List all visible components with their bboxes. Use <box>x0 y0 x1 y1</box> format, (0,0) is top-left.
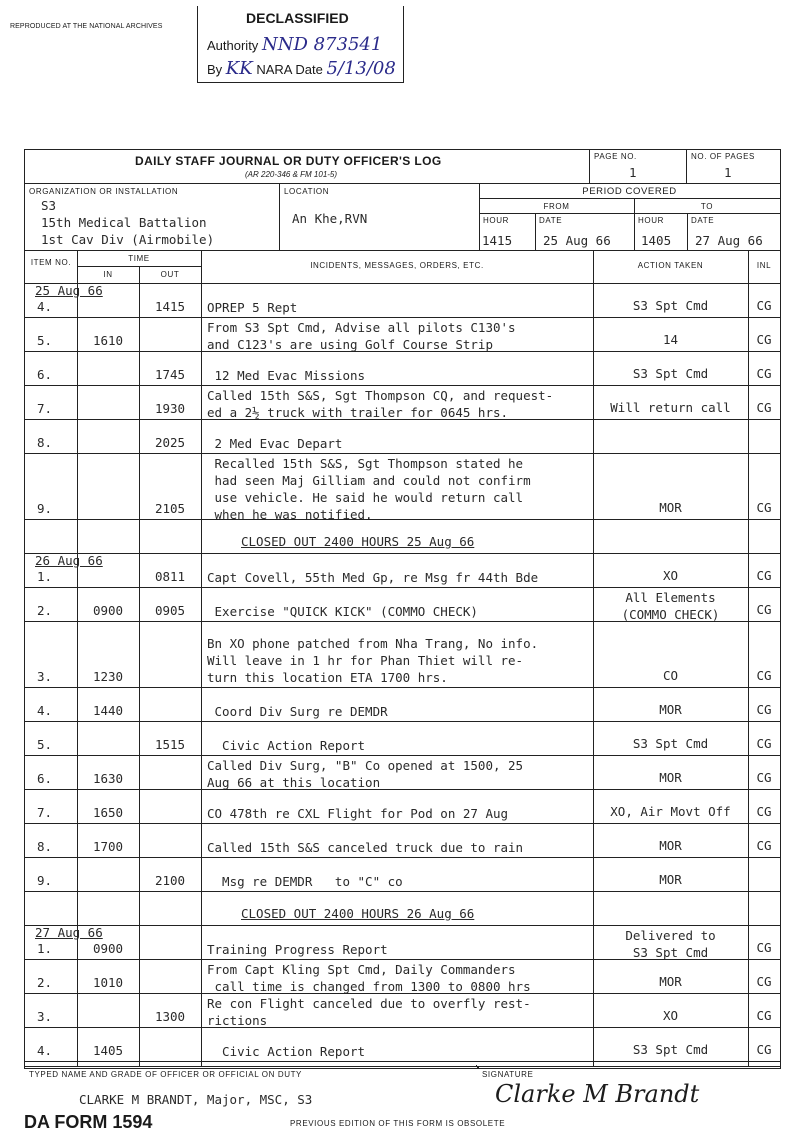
item-no: 8. <box>37 435 53 450</box>
action-taken: All Elements (COMMO CHECK) <box>621 590 720 622</box>
inl-initials: CG <box>756 1042 772 1057</box>
journal-row <box>25 789 780 823</box>
incident-text: 2 Med Evac Depart <box>207 436 343 451</box>
incident-text: Exercise "QUICK KICK" (COMMO CHECK) <box>207 604 478 619</box>
inl-initials: CG <box>756 1008 772 1023</box>
entry-date: 26 Aug 66 <box>35 553 103 568</box>
action-taken: MOR <box>659 974 682 989</box>
journal-row <box>25 587 780 621</box>
closed-out-text: CLOSED OUT 2400 HOURS 26 Aug 66 <box>241 906 475 921</box>
incident-text: Training Progress Report <box>207 942 388 957</box>
incident-text: From S3 Spt Cmd, Advise all pilots C130's and C123's are using Golf Course Strip <box>207 320 516 352</box>
incident-text: Re con Flight canceled due to overfly rest- rictions <box>207 996 531 1028</box>
stamp-by-value: KK <box>225 58 253 79</box>
action-taken: S3 Spt Cmd <box>632 736 709 751</box>
col-time-header: TIME <box>128 254 150 263</box>
time-in: 1700 <box>92 839 124 854</box>
time-in: 1610 <box>92 333 124 348</box>
item-no: 4. <box>37 299 53 314</box>
time-out: 1515 <box>154 737 186 752</box>
incident-text: Called Div Surg, "B" Co opened at 1500, 25 Aug 66 at this location <box>207 758 524 790</box>
org-label: ORGANIZATION OR INSTALLATION <box>29 187 179 196</box>
action-taken: MOR <box>659 500 682 515</box>
form-title: DAILY STAFF JOURNAL OR DUTY OFFICER'S LOG <box>135 154 442 168</box>
journal-row <box>25 317 780 351</box>
item-no: 3. <box>37 669 53 684</box>
journal-row <box>25 959 780 993</box>
incident-text: OPREP 5 Rept <box>207 300 298 315</box>
action-taken: Delivered to S3 Spt Cmd <box>625 928 716 960</box>
item-no: 6. <box>37 367 53 382</box>
col-inl-header: INL <box>756 261 772 270</box>
journal-row <box>25 857 780 891</box>
item-no: 6. <box>37 771 53 786</box>
action-taken: S3 Spt Cmd <box>632 298 709 313</box>
action-taken: MOR <box>659 702 682 717</box>
action-taken: S3 Spt Cmd <box>632 366 709 381</box>
time-out: 0905 <box>154 603 186 618</box>
typed-name: CLARKE M BRANDT, Major, MSC, S3 <box>79 1092 313 1107</box>
time-out: 2100 <box>154 873 186 888</box>
declassified-stamp <box>197 6 404 83</box>
no-of-pages-label: NO. OF PAGES <box>691 152 755 161</box>
item-no: 4. <box>37 1043 53 1058</box>
item-no: 1. <box>37 941 53 956</box>
entry-date: 27 Aug 66 <box>35 925 103 940</box>
item-no: 2. <box>37 603 53 618</box>
journal-row <box>25 823 780 857</box>
item-no: 7. <box>37 401 53 416</box>
time-in: 1405 <box>92 1043 124 1058</box>
incident-text: Msg re DEMDR to "C" co <box>207 874 403 889</box>
item-no: 9. <box>37 873 53 888</box>
inl-initials: CG <box>756 770 772 785</box>
time-out: 1415 <box>154 299 186 314</box>
time-in: 1230 <box>92 669 124 684</box>
action-taken: XO <box>662 568 679 583</box>
stamp-authority-label: Authority <box>207 38 259 53</box>
incident-text: Civic Action Report <box>207 1044 366 1059</box>
archive-note: REPRODUCED AT THE NATIONAL ARCHIVES <box>10 23 163 30</box>
journal-row <box>25 925 780 959</box>
org-line-1: S3 <box>41 198 57 213</box>
signature: Clarke M Brandt <box>495 1080 700 1108</box>
time-out: 2105 <box>154 501 186 516</box>
to-date-label: DATE <box>691 216 715 225</box>
incident-text: CO 478th re CXL Flight for Pod on 27 Aug <box>207 806 509 821</box>
typed-name-label: TYPED NAME AND GRADE OF OFFICER OR OFFICIAL ON DUTY <box>29 1070 302 1079</box>
col-incidents-header: INCIDENTS, MESSAGES, ORDERS, ETC. <box>310 261 484 270</box>
location-label: LOCATION <box>284 187 330 196</box>
action-taken: 14 <box>662 332 679 347</box>
incident-text: 12 Med Evac Missions <box>207 368 366 383</box>
journal-row <box>25 419 780 453</box>
inl-initials: CG <box>756 736 772 751</box>
inl-initials: CG <box>756 298 772 313</box>
to-date: 27 Aug 66 <box>695 233 763 248</box>
inl-initials: CG <box>756 332 772 347</box>
from-date-label: DATE <box>539 216 563 225</box>
inl-initials: CG <box>756 804 772 819</box>
action-taken: XO, Air Movt Off <box>610 804 731 819</box>
item-no: 8. <box>37 839 53 854</box>
time-in: 0900 <box>92 941 124 956</box>
journal-row <box>25 453 780 522</box>
incident-text: Bn XO phone patched from Nha Trang, No info. Will leave in 1 hr for Phan Thiet will re- turn this location ETA 1700 hrs. <box>207 636 539 685</box>
stamp-title: DECLASSIFIED <box>246 10 349 26</box>
form-number: DA FORM 1594 <box>24 1112 153 1132</box>
stamp-by-label: By <box>207 62 223 77</box>
inl-initials: CG <box>756 668 772 683</box>
journal-row <box>25 385 780 419</box>
page-no-label: PAGE NO. <box>594 152 637 161</box>
incident-text: Called 15th S&S, Sgt Thompson CQ, and request- ed a 2½ truck with trailer for 0645 hrs. <box>207 388 554 420</box>
journal-row <box>25 1027 780 1061</box>
col-in-header: IN <box>103 270 113 279</box>
time-out: 1930 <box>154 401 186 416</box>
journal-row <box>25 755 780 789</box>
org-line-3: 1st Cav Div (Airmobile) <box>41 232 215 247</box>
time-out: 2025 <box>154 435 186 450</box>
stamp-nara-date-label: NARA Date <box>256 62 323 77</box>
inl-initials: CG <box>756 940 772 955</box>
inl-initials: CG <box>756 400 772 415</box>
incident-text: Capt Covell, 55th Med Gp, re Msg fr 44th Bde <box>207 570 539 585</box>
incident-text: Civic Action Report <box>207 738 366 753</box>
time-in: 1650 <box>92 805 124 820</box>
inl-initials: CG <box>756 366 772 381</box>
journal-row <box>25 993 780 1027</box>
signature-label: SIGNATURE <box>482 1070 534 1079</box>
action-taken: MOR <box>659 770 682 785</box>
location-value: An Khe,RVN <box>292 211 368 226</box>
inl-initials: CG <box>756 568 772 583</box>
form-regulation: (AR 220-346 & FM 101-5) <box>245 170 338 179</box>
time-in: 0900 <box>92 603 124 618</box>
inl-initials: CG <box>756 602 772 617</box>
action-taken: MOR <box>659 872 682 887</box>
stamp-authority-row <box>207 34 382 55</box>
col-out-header: OUT <box>160 270 180 279</box>
item-no: 9. <box>37 501 53 516</box>
period-label: PERIOD COVERED <box>582 186 677 197</box>
action-taken: XO <box>662 1008 679 1023</box>
item-no: 2. <box>37 975 53 990</box>
action-taken: CO <box>662 668 679 683</box>
journal-row <box>25 721 780 755</box>
item-no: 5. <box>37 737 53 752</box>
org-line-2: 15th Medical Battalion <box>41 215 207 230</box>
action-taken: Will return call <box>610 400 731 415</box>
stamp-authority-value: NND 873541 <box>261 34 383 55</box>
action-taken: S3 Spt Cmd <box>632 1042 709 1057</box>
inl-initials: CG <box>756 838 772 853</box>
time-out: 0811 <box>154 569 186 584</box>
col-action-header: ACTION TAKEN <box>637 261 704 270</box>
incident-text: Coord Div Surg re DEMDR <box>207 704 388 719</box>
to-hour: 1405 <box>641 233 672 248</box>
to-label: TO <box>700 202 714 211</box>
inl-initials: CG <box>756 702 772 717</box>
stamp-by-row <box>207 58 396 79</box>
no-of-pages: 1 <box>724 165 732 180</box>
closed-out-row <box>25 519 780 553</box>
incident-text: Called 15th S&S canceled truck due to rain <box>207 840 524 855</box>
inl-initials: CG <box>756 500 772 515</box>
incident-text: From Capt Kling Spt Cmd, Daily Commanders call time is changed from 1300 to 0800 hrs <box>207 962 531 994</box>
from-hour: 1415 <box>482 233 513 248</box>
item-no: 5. <box>37 333 53 348</box>
closed-out-text: CLOSED OUT 2400 HOURS 25 Aug 66 <box>241 534 475 549</box>
to-hour-label: HOUR <box>638 216 664 225</box>
time-in: 1440 <box>92 703 124 718</box>
time-out: 1745 <box>154 367 186 382</box>
page-no: 1 <box>629 165 637 180</box>
incident-text: Recalled 15th S&S, Sgt Thompson stated he had seen Maj Gilliam and could not confirm use vehicle. He said he would return call when he was notified. <box>214 456 531 522</box>
item-no: 1. <box>37 569 53 584</box>
time-in: 1010 <box>92 975 124 990</box>
journal-row <box>25 283 780 317</box>
from-hour-label: HOUR <box>483 216 509 225</box>
journal-row <box>25 351 780 385</box>
journal-row <box>25 687 780 721</box>
footer-note: PREVIOUS EDITION OF THIS FORM IS OBSOLETE <box>290 1119 506 1128</box>
journal-row <box>25 621 780 687</box>
inl-initials: CG <box>756 974 772 989</box>
closed-out-row <box>25 891 780 925</box>
entry-date: 25 Aug 66 <box>35 283 103 298</box>
staff-journal-form <box>24 149 781 1108</box>
col-item-header: ITEM NO. <box>30 258 72 267</box>
action-taken: MOR <box>659 838 682 853</box>
from-label: FROM <box>543 202 570 211</box>
stamp-nara-date-value: 5/13/08 <box>326 58 396 79</box>
item-no: 7. <box>37 805 53 820</box>
from-date: 25 Aug 66 <box>543 233 611 248</box>
item-no: 4. <box>37 703 53 718</box>
item-no: 3. <box>37 1009 53 1024</box>
time-in: 1630 <box>92 771 124 786</box>
journal-row <box>25 553 780 587</box>
time-out: 1300 <box>154 1009 186 1024</box>
